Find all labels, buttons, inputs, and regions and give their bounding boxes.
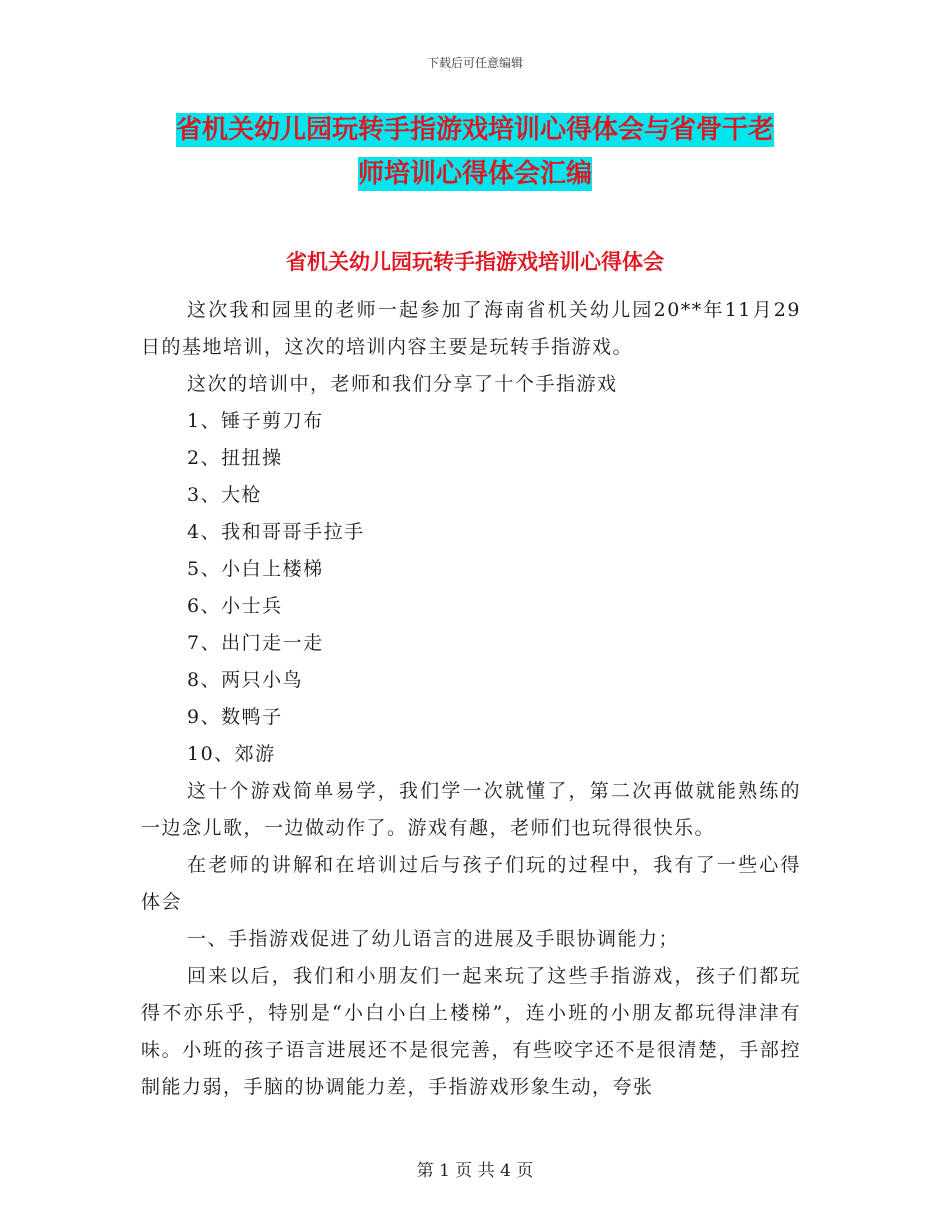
list-item-game-8: 8、两只小鸟	[187, 669, 304, 691]
paragraph-reflection-intro: 在老师的讲解和在培训过后与孩子们玩的过程中，我有了一些心得体会	[141, 854, 801, 913]
paragraph-intro: 这次我和园里的老师一起参加了海南省机关幼儿园20**年11月29日的基地培训，这次的培训内容主要是玩转手指游戏。	[141, 299, 801, 358]
paragraph-practice: 回来以后，我们和小朋友们一起来玩了这些手指游戏，孩子们都玩得不亦乐乎，特别是“小白小白上楼梯”，连小班的小朋友都玩得津津有味。小班的孩子语言进展还不是很完善，有些咬字还不是很清楚，手部控制能力弱，手脑的协调能力差，手指游戏形象生动，夸张	[141, 965, 801, 1098]
document-title-line-2: 师培训心得体会汇编	[357, 159, 592, 189]
paragraph-games-easy: 这十个游戏简单易学，我们学一次就懂了，第二次再做就能熟练的一边念儿歌，一边做动作了。游戏有趣，老师们也玩得很快乐。	[141, 780, 801, 839]
paragraph-heading-one: 一、手指游戏促进了幼儿语言的进展及手眼协调能力；	[187, 928, 680, 950]
document-title-line-1: 省机关幼儿园玩转手指游戏培训心得体会与省骨干老	[175, 115, 774, 145]
page-number: 第 1 页 共 4 页	[416, 1161, 534, 1181]
list-item-game-3: 3、大枪	[187, 484, 263, 506]
list-item-game-9: 9、数鸭子	[187, 706, 283, 728]
list-item-game-2: 2、扭扭操	[187, 447, 283, 469]
section-title: 省机关幼儿园玩转手指游戏培训心得体会	[286, 250, 664, 274]
header-note: 下载后可任意编辑	[426, 56, 523, 70]
list-item-game-6: 6、小士兵	[187, 595, 283, 617]
document-body	[141, 292, 801, 1106]
list-item-game-10: 10、郊游	[187, 743, 276, 765]
list-item-game-7: 7、出门走一走	[187, 632, 324, 654]
list-item-game-4: 4、我和哥哥手拉手	[187, 521, 365, 543]
list-item-game-1: 1、锤子剪刀布	[187, 410, 324, 432]
paragraph-games-intro: 这次的培训中，老师和我们分享了十个手指游戏	[187, 373, 618, 395]
list-item-game-5: 5、小白上楼梯	[187, 558, 324, 580]
